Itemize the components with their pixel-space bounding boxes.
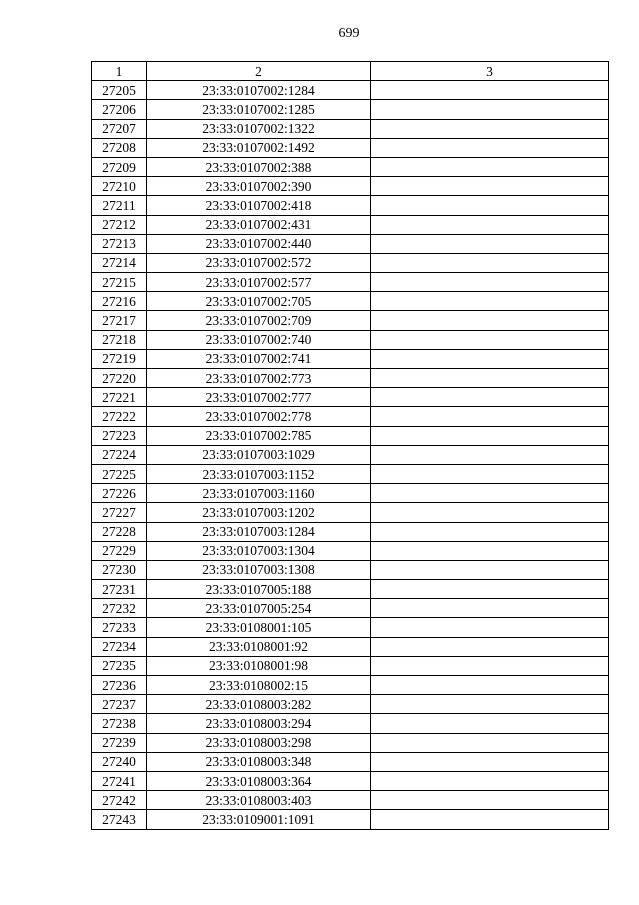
row-number-cell: 27233 — [92, 618, 147, 637]
header-col-1: 1 — [92, 62, 147, 81]
row-number-cell: 27223 — [92, 426, 147, 445]
cadastral-number-cell: 23:33:0107003:1029 — [147, 445, 371, 464]
table-row — [92, 369, 609, 388]
table-row — [92, 656, 609, 675]
cadastral-number-cell: 23:33:0107002:577 — [147, 273, 371, 292]
table-row — [92, 752, 609, 771]
row-number-cell: 27238 — [92, 714, 147, 733]
table-row — [92, 215, 609, 234]
row-number-cell: 27209 — [92, 157, 147, 176]
table-row — [92, 599, 609, 618]
row-number-cell: 27236 — [92, 676, 147, 695]
cadastral-number-cell: 23:33:0107002:773 — [147, 369, 371, 388]
notes-cell — [371, 484, 609, 503]
data-table — [91, 61, 609, 830]
table-row — [92, 426, 609, 445]
row-number-cell: 27226 — [92, 484, 147, 503]
header-col-3: 3 — [371, 62, 609, 81]
page-number: 699 — [338, 26, 360, 41]
notes-cell — [371, 445, 609, 464]
notes-cell — [371, 234, 609, 253]
cadastral-number-cell: 23:33:0107005:254 — [147, 599, 371, 618]
notes-cell — [371, 656, 609, 675]
row-number-cell: 27237 — [92, 695, 147, 714]
cadastral-number-cell: 23:33:0108003:364 — [147, 771, 371, 790]
table-row — [92, 196, 609, 215]
cadastral-number-cell: 23:33:0107002:740 — [147, 330, 371, 349]
row-number-cell: 27207 — [92, 119, 147, 138]
notes-cell — [371, 349, 609, 368]
notes-cell — [371, 311, 609, 330]
row-number-cell: 27240 — [92, 752, 147, 771]
cadastral-number-cell: 23:33:0107002:572 — [147, 253, 371, 272]
table-row — [92, 349, 609, 368]
table-row — [92, 177, 609, 196]
table-row — [92, 541, 609, 560]
row-number-cell: 27239 — [92, 733, 147, 752]
cadastral-number-cell: 23:33:0107002:778 — [147, 407, 371, 426]
table-row — [92, 810, 609, 829]
notes-cell — [371, 541, 609, 560]
cadastral-number-cell: 23:33:0108001:92 — [147, 637, 371, 656]
table-row — [92, 330, 609, 349]
table-row — [92, 119, 609, 138]
cadastral-number-cell: 23:33:0107003:1284 — [147, 522, 371, 541]
table-row — [92, 695, 609, 714]
notes-cell — [371, 330, 609, 349]
notes-cell — [371, 599, 609, 618]
table-row — [92, 388, 609, 407]
cadastral-number-cell: 23:33:0107002:1492 — [147, 138, 371, 157]
notes-cell — [371, 100, 609, 119]
table-row — [92, 503, 609, 522]
table-row — [92, 445, 609, 464]
row-number-cell: 27242 — [92, 791, 147, 810]
notes-cell — [371, 771, 609, 790]
cadastral-number-cell: 23:33:0108003:282 — [147, 695, 371, 714]
row-number-cell: 27219 — [92, 349, 147, 368]
cadastral-number-cell: 23:33:0107002:741 — [147, 349, 371, 368]
notes-cell — [371, 388, 609, 407]
cadastral-number-cell: 23:33:0107002:388 — [147, 157, 371, 176]
row-number-cell: 27213 — [92, 234, 147, 253]
row-number-cell: 27225 — [92, 464, 147, 483]
row-number-cell: 27224 — [92, 445, 147, 464]
cadastral-number-cell: 23:33:0108001:105 — [147, 618, 371, 637]
table-row — [92, 407, 609, 426]
header-row — [92, 62, 609, 81]
row-number-cell: 27230 — [92, 560, 147, 579]
notes-cell — [371, 714, 609, 733]
notes-cell — [371, 522, 609, 541]
notes-cell — [371, 503, 609, 522]
table-row — [92, 580, 609, 599]
notes-cell — [371, 196, 609, 215]
notes-cell — [371, 426, 609, 445]
notes-cell — [371, 560, 609, 579]
notes-cell — [371, 580, 609, 599]
cadastral-number-cell: 23:33:0108003:348 — [147, 752, 371, 771]
row-number-cell: 27217 — [92, 311, 147, 330]
table-row — [92, 311, 609, 330]
table-row — [92, 253, 609, 272]
row-number-cell: 27228 — [92, 522, 147, 541]
cadastral-number-cell: 23:33:0107003:1160 — [147, 484, 371, 503]
cadastral-number-cell: 23:33:0108003:294 — [147, 714, 371, 733]
cadastral-number-cell: 23:33:0107002:431 — [147, 215, 371, 234]
notes-cell — [371, 119, 609, 138]
notes-cell — [371, 637, 609, 656]
notes-cell — [371, 695, 609, 714]
row-number-cell: 27206 — [92, 100, 147, 119]
table-header — [92, 62, 609, 81]
cadastral-number-cell: 23:33:0107003:1152 — [147, 464, 371, 483]
cadastral-number-cell: 23:33:0107003:1202 — [147, 503, 371, 522]
cadastral-number-cell: 23:33:0107002:1285 — [147, 100, 371, 119]
row-number-cell: 27205 — [92, 81, 147, 100]
row-number-cell: 27241 — [92, 771, 147, 790]
row-number-cell: 27231 — [92, 580, 147, 599]
table-row — [92, 618, 609, 637]
cadastral-number-cell: 23:33:0107003:1304 — [147, 541, 371, 560]
notes-cell — [371, 292, 609, 311]
table-row — [92, 81, 609, 100]
row-number-cell: 27214 — [92, 253, 147, 272]
table-row — [92, 791, 609, 810]
table-row — [92, 733, 609, 752]
row-number-cell: 27229 — [92, 541, 147, 560]
cadastral-number-cell: 23:33:0107002:418 — [147, 196, 371, 215]
cadastral-number-cell: 23:33:0109001:1091 — [147, 810, 371, 829]
cadastral-number-cell: 23:33:0107002:390 — [147, 177, 371, 196]
table-row — [92, 560, 609, 579]
row-number-cell: 27232 — [92, 599, 147, 618]
header-col-2: 2 — [147, 62, 371, 81]
table-row — [92, 771, 609, 790]
cadastral-number-cell: 23:33:0108001:98 — [147, 656, 371, 675]
cadastral-number-cell: 23:33:0107002:709 — [147, 311, 371, 330]
table-body — [92, 81, 609, 829]
notes-cell — [371, 138, 609, 157]
notes-cell — [371, 215, 609, 234]
table-row — [92, 484, 609, 503]
cadastral-number-cell: 23:33:0107002:1322 — [147, 119, 371, 138]
notes-cell — [371, 810, 609, 829]
row-number-cell: 27210 — [92, 177, 147, 196]
notes-cell — [371, 733, 609, 752]
notes-cell — [371, 464, 609, 483]
table-row — [92, 676, 609, 695]
table-row — [92, 464, 609, 483]
notes-cell — [371, 81, 609, 100]
cadastral-number-cell: 23:33:0108002:15 — [147, 676, 371, 695]
notes-cell — [371, 618, 609, 637]
table-row — [92, 234, 609, 253]
table-row — [92, 273, 609, 292]
row-number-cell: 27235 — [92, 656, 147, 675]
table-row — [92, 292, 609, 311]
row-number-cell: 27216 — [92, 292, 147, 311]
row-number-cell: 27222 — [92, 407, 147, 426]
cadastral-number-cell: 23:33:0108003:298 — [147, 733, 371, 752]
cadastral-number-cell: 23:33:0107003:1308 — [147, 560, 371, 579]
row-number-cell: 27212 — [92, 215, 147, 234]
notes-cell — [371, 157, 609, 176]
cadastral-number-cell: 23:33:0107002:440 — [147, 234, 371, 253]
row-number-cell: 27208 — [92, 138, 147, 157]
row-number-cell: 27211 — [92, 196, 147, 215]
table-row — [92, 637, 609, 656]
notes-cell — [371, 407, 609, 426]
row-number-cell: 27220 — [92, 369, 147, 388]
cadastral-number-cell: 23:33:0108003:403 — [147, 791, 371, 810]
notes-cell — [371, 752, 609, 771]
row-number-cell: 27243 — [92, 810, 147, 829]
table-row — [92, 157, 609, 176]
table-row — [92, 138, 609, 157]
row-number-cell: 27218 — [92, 330, 147, 349]
row-number-cell: 27221 — [92, 388, 147, 407]
cadastral-number-cell: 23:33:0107002:705 — [147, 292, 371, 311]
table-row — [92, 714, 609, 733]
table-row — [92, 100, 609, 119]
row-number-cell: 27215 — [92, 273, 147, 292]
cadastral-number-cell: 23:33:0107005:188 — [147, 580, 371, 599]
cadastral-number-cell: 23:33:0107002:785 — [147, 426, 371, 445]
notes-cell — [371, 177, 609, 196]
notes-cell — [371, 791, 609, 810]
cadastral-number-cell: 23:33:0107002:1284 — [147, 81, 371, 100]
notes-cell — [371, 369, 609, 388]
notes-cell — [371, 253, 609, 272]
notes-cell — [371, 676, 609, 695]
row-number-cell: 27234 — [92, 637, 147, 656]
row-number-cell: 27227 — [92, 503, 147, 522]
cadastral-number-cell: 23:33:0107002:777 — [147, 388, 371, 407]
table-row — [92, 522, 609, 541]
notes-cell — [371, 273, 609, 292]
